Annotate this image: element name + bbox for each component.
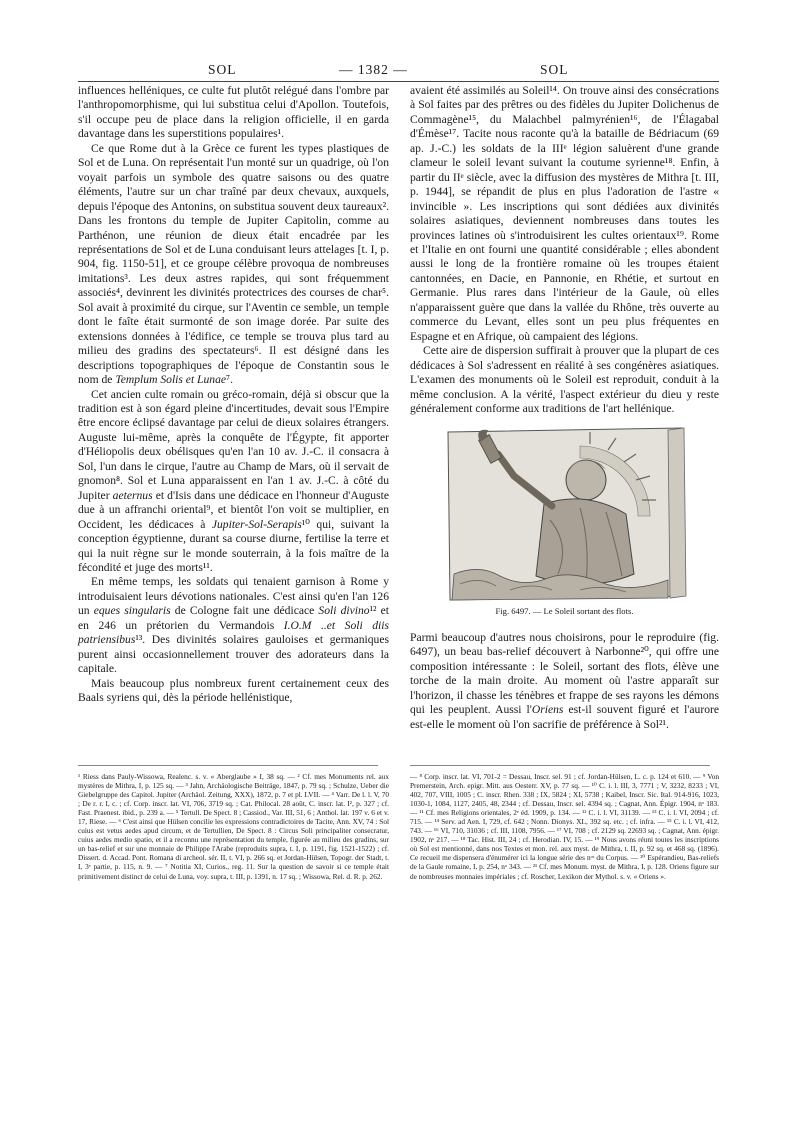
paragraph-text: et d'Isis dans une dédicace en l'honneur d'Auguste due à un affranchi oriental⁹, et bientôt l'on voit se multiplier, en Occident, les dédicaces à bbox=[78, 488, 389, 531]
italic-term: Oriens bbox=[531, 703, 564, 717]
italic-term: I.O.M ..et Soli diis patriensibus bbox=[78, 618, 390, 647]
figure-6497 bbox=[410, 424, 719, 618]
italic-term: Soli divino bbox=[318, 604, 370, 618]
paragraph-text: ¹⁰ qui, suivant la conception égyptienne, durant sa course diurne, fertilise la terre et qui la nuit règne sur le monde souterrain, à la fois maître de la fécondité et juge des morts¹¹. bbox=[78, 517, 390, 574]
footnote-text: ¹ Riess dans Pauly-Wissowa, Realenc. s. v. « Aberglaube » I, 38 sq. — ² Cf. mes Monuments rel. aux mystères de Mithra, I, p. 125 sq. — ³ Jahn, Archäologische Beiträge, 1847, p. 79 sq. ; Schulze, Ueber die Giebelgruppe des Capitol. Jupiter (Archäol. Zeitung, XXX), 1872, p. 7 et pl. LVII. — ⁴ Varr. De l. l. V, 70 ; De r. r. I, c. ; cf. Corp. inscr. lat. VI, 706, 3719 sq. ; Cat. Philocal. 28 août, C. inscr. lat. I², p. 327 ; cf. Fast. Praenest. ibid., p. 239 a. — ⁵ Tertull. De Spect. 8 ; Cassiod., Var. III, 51, 6 ; Anthol. lat. 197 v. 6 et v. 17, Riese. — ⁶ C'est ainsi que Hülsen concilie les expressions contradictoires de Tacite, Ann. XV, 74 : Sol cuius est vetus aedes apud circum, et de Tertullien, De Spect. 8 : Circus Soli principaliter consecratur, cuius aedes medio spatio, et il a reconnu une représentation du temple, figurée au milieu des gradins, sur un bas-relief et sur une monnaie de Philippe l'Arabe (reproduits supra, t. I, p. 1191, fig. 1521-1522) ; cf. Dissert. d. Accad. Pont. Romana di archeol. sér. II, t. VI, p. 266 sq. et Jordan-Hülsen, Topogr. der Stadt, t. I, 3ᵉ partie, p. 115, n. 9. — ⁷ Notitia XI, Curios., reg. 11. Sur la question de savoir si ce temple était primitivement distinct de celui de Luna, voy. supra, t. III, p. 1391, n. 17 sq. ; Wissowa, Rel. d. R. p. 262. bbox=[78, 772, 389, 881]
paragraph bbox=[78, 388, 389, 576]
paragraph: avaient été assimilés au Soleil¹⁴. On trouve ainsi des consécrations à Sol faites par des prêtres ou des fidèles du Jupiter Dolichenus de Commagène¹⁵, du Malachbel palmyrénien¹⁶, de l'Élagabal d'Émèse¹⁷. Tacite nous raconte qu'à la bataille de Bédriacum (69 ap. J.-C.) les soldats de la IIIᵉ légion saluèrent d'une grande clameur le soleil levant suivant la coutume syrienne¹⁸. Enfin, à partir du IIᵉ siècle, avec la diffusion des mystères de Mithra [t. III, p. 1944], se répandit de plus en plus l'adoration de l'astre « invincible ». Les inscriptions qui sont dédiées aux divinités solaires asiatiques, deviennent nombreuses dans toutes les provinces latines où s'introduisirent les cultes orientaux¹⁹. Rome et l'Italie en ont fourni une quantité considérable ; elles abondent aussi le long de la frontière romaine où les troupes étaient cantonnées, en Dacie, en Pannonie, en Rhétie, et surtout en Germanie. Plus rares dans l'intérieur de la Gaule, où elles n'apparaissent guère que dans la vallée du Rhône, très ouverte au commerce du Levant, elles sont un peu plus fréquentes en Espagne et en Afrique, où campaient des légions. bbox=[410, 84, 719, 343]
paragraph-text: Cet ancien culte romain ou gréco-romain, déjà si obscur que la tradition est à son égard pleine d'incertitudes, devait sous l'Empire être encore éclipsé davantage par celui de dieux solaires étrangers. Auguste lui-même, après la conquête de l'Égypte, fit apporter d'Héliopolis deux obélisques qu'en l'an 10 av. J.-C. il consacra à Sol, l'un dans le cirque, l'autre au Champ de Mars, où il servait de gnomon⁸. Sol et Luna apparaissent en l'an 1 av. J.-C. à côté du Jupiter bbox=[78, 387, 389, 502]
paragraph-text: Ce que Rome dut à la Grèce ce furent les types plastiques de Sol et de Luna. On représentait l'un monté sur un quadrige, où l'on voyait parfois un symbole des quatre saisons ou des quatre éléments, l'autre sur un char traîné par deux chevaux, auxquels, depuis l'époque des Antonins, on substitua souvent deux taureaux². Dans les frontons du temple de Jupiter Capitolin, comme au Parthénon, une réunion de dieux était encadrée par les représentations de Sol et de Luna conduisant leurs attelages [t. I, p. 904, fig. 1150-51], et ce groupe célèbre provoqua de nombreuses imitations³. Les deux astres rapides, qui sont fréquemment associés⁴, devinrent les divinités protectrices des courses de char⁵. Sol avait à proximité du cirque, sur l'Aventin ce semble, un temple dont le faîte était surmonté de son image dorée. Par suite des extensions données à l'édifice, ce temple se trouva plus tard au milieu des gradins des spectateurs⁶. Il est désigné dans les descriptions topographiques de l'époque de Constantin sous le nom de bbox=[78, 141, 389, 387]
figure-caption: Fig. 6497. — Le Soleil sortant des flots. bbox=[495, 606, 634, 617]
paragraph-text: ¹³. Des divinités solaires gauloises et germaniques purent ainsi occasionnellement trouver des adorateurs dans la capitale. bbox=[78, 633, 389, 676]
page-number: — 1382 — bbox=[339, 62, 408, 77]
footnotes-left bbox=[78, 772, 389, 881]
right-column bbox=[410, 84, 719, 732]
paragraph-text: En même temps, les soldats qui tenaient garnison à Rome y introduisaient leurs dévotions nationales. C'est ainsi qu'en l'an 126 un bbox=[78, 575, 389, 618]
header-rule bbox=[78, 81, 719, 82]
running-title-left: SOL bbox=[208, 62, 237, 77]
paragraph bbox=[78, 142, 389, 388]
left-column bbox=[78, 84, 389, 705]
paragraph bbox=[410, 631, 719, 732]
paragraph-text: est-il souvent figuré et l'aurore est-elle le moment où l'on sacrifie de préférence à Sol²¹. bbox=[410, 703, 719, 731]
page-header bbox=[0, 62, 800, 82]
sol-bas-relief-illustration bbox=[440, 424, 690, 602]
paragraph: Cette aire de dispersion suffirait à prouver que la plupart de ces dédicaces à Sol s'adressent en réalité à ses congénères asiatiques. L'examen des monuments où le Soleil est reproduit, conduit à la même conclusion. A la vérité, l'aspect extérieur du dieu y reste généralement conforme aux traditions de l'art hellénique. bbox=[410, 344, 719, 415]
paragraph bbox=[78, 575, 389, 676]
paragraph: influences helléniques, ce culte fut plutôt relégué dans l'ombre par l'anthropomorphisme, qui lui substitua celui d'Apollon. Toutefois, s'il occupe peu de place dans la religion officielle, il en garda davantage dans les superstitions populaires¹. bbox=[78, 84, 389, 141]
footnote-ref: ⁷. bbox=[226, 373, 233, 387]
italic-term: Jupiter-Sol-Serapis bbox=[211, 517, 302, 531]
paragraph: Mais beaucoup plus nombreux furent certainement ceux des Baals syriens qui, dès la période hellénistique, bbox=[78, 676, 389, 705]
italic-term: eques singularis bbox=[93, 604, 171, 618]
footnote-text: — ⁸ Corp. inscr. lat. VI, 701-2 = Dessau, Inscr. sel. 91 ; cf. Jordan-Hülsen, L. c. p. 124 et 610. — ⁹ Von Premerstein, Arch. epigr. Mitt. aus Oesterr. XV, p. 77 sq. — ¹⁰ C. i. l. III, 3, 7771 ; V, 3232, 8233 ; VI, 402, 707, VIII, 1005 ; C. inscr. Rhen. 338 ; IX, 5824 ; XI, 5738 ; Kaibel, Inscr. Sic. Ital. 914-916, 1023, 1030-1, 1084, 1127, 2405, 48, 2344 ; cf. Dessau, Inscr. sel. 4394 sq. ; Cagnat, Ann. Épigr. 1904, nᵒ 183. — ¹¹ Cf. mes Religions orientales, 2ᵉ éd. 1909, p. 134. — ¹² C. i. l. VI, 31139. — ¹³ C. i. l. VI, 2094 ; cf. 715. — ¹⁴ Serv. ad Aen. I, 729, cf. 642 ; Nonn. Dionys. XL, 392 sq. etc. ; cf. infra. — ¹⁵ C. i. l. VI, 412, 743. — ¹⁶ VI, 710, 31036 ; cf. III, 1108, 7956. — ¹⁷ VI, 708 ; cf. 2129 sq. 22693 sq. ; Cagnat, Ann. épigr. 1902, nᵒ 217. — ¹⁸ Tac. Hist. III, 24 ; cf. Herodian. IV, 15. — ¹⁹ Nous avons réuni toutes les inscriptions où Sol est mentionné, dans nos Textes et mon. rel. aux myst. de Mithra, t. II, p. 92 sq. et 468 sq. (1896). Ce recueil me dispensera d'énumérer ici la longue série des nᵒˢ du Corpus. — ²⁰ Espérandieu, Bas-reliefs de la Gaule romaine, I, p. 254, nᵒ 343. — ²¹ Cf. mes Monum. myst. de Mithra, I, p. 128. Oriens figure sur de nombreuses monnaies impériales ; cf. Roscher, Lexikon der Mythol. s. v. « Oriens ». bbox=[410, 772, 719, 881]
paragraph-text: de Cologne fait une dédicace bbox=[174, 604, 315, 618]
italic-term: Templum Solis et Lunae bbox=[115, 373, 227, 387]
running-title-right: SOL bbox=[540, 62, 569, 77]
paragraph-text: ¹² et en 246 un prétorien du Vermandois bbox=[78, 604, 390, 632]
italic-term: aeternus bbox=[112, 488, 153, 502]
footnote-rule-right bbox=[410, 765, 710, 766]
footnotes-right bbox=[410, 772, 719, 881]
footnote-rule-left bbox=[78, 765, 378, 766]
paragraph-text: Parmi beaucoup d'autres nous choisirons, pour le reproduire (fig. 6497), un beau bas-relief découvert à Narbonne²⁰, qui offre une composition intéressante : le Soleil, sortant des flots, élève une torche de la main droite. Au moment où l'astre apparaît sur l'horizon, il chasse les ténèbres et frappe de ses rayons les démons qui les peuplent. Aussi l' bbox=[410, 630, 719, 717]
